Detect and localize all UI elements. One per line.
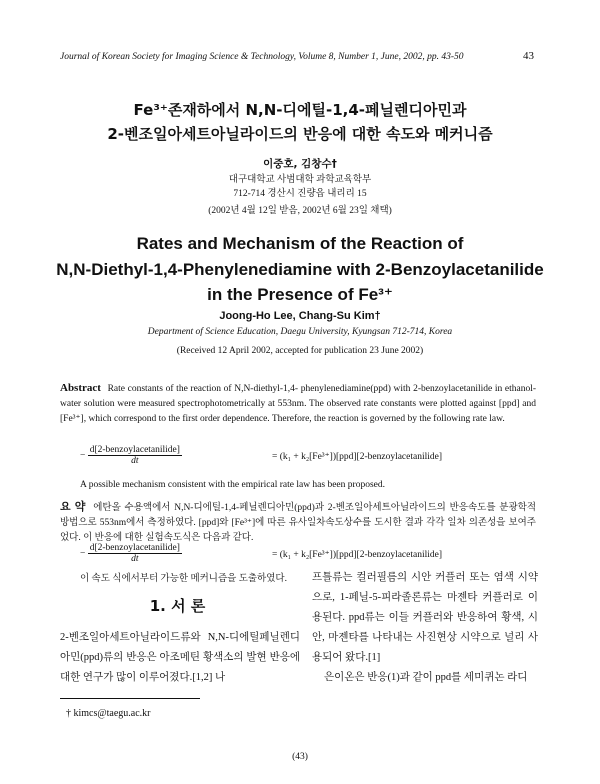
korean-abstract	[60, 500, 536, 546]
korean-abstract-text: 에탄올 수용액에서 N,N-디에틸-1,4-페닐렌디아민(ppd)과 2-벤조일아세트아닐라이드의 반응속도를 분광학적 방법으로 553nm에서 측정하였다. [ppd]와 [Fe³⁺]에 따른 유사일차속도상수를 도시한 결과 각각 일차 의존성을 보여주었다. 이 반응에 대한 실험속도식은 다음과 같다.	[60, 503, 537, 543]
rate-law-equation-en: − $\frac{\text{d[2-benzoylacetanilide]}}{dt}$	[80, 445, 180, 466]
introduction-right-text: 프틀류는 컬러필름의 시안 커플러 또는 염색 시약으로, 1-페닐-5-피라졸론류는 마젠타 커플러로 이용된다. ppd류는 이들 커플러와 반응하여 황색, 시안, 마젠타를 나타내는 사진현상 시약으로 널리 사용되어 왔다.[1]	[312, 572, 538, 663]
rate-law-rhs-en: = (k₁ + k₂[Fe³⁺])[ppd][2-benzoylacetanilide]	[272, 452, 443, 462]
english-title-line3: in the Presence of Fe³⁺	[207, 285, 393, 304]
korean-abstract-conclusion: 이 속도 식에서부터 가능한 메커니즘을 도출하였다.	[80, 574, 287, 584]
english-department: Department of Science Education, Daegu University, Kyungsan 712-714, Korea	[147, 327, 453, 337]
rate-numerator: d[2-benzoylacetanilide]	[89, 445, 180, 455]
korean-title-line2: 2-벤조일아세트아닐라이드의 반응에 대한 속도와 메커니즘	[107, 125, 493, 143]
rate-law-equation-ko: − $\frac{\text{d[2-benzoylacetanilide]}}{dt}$	[80, 543, 180, 564]
korean-authors: 이중호, 김창수†	[263, 158, 337, 170]
page-number: 43	[523, 50, 534, 62]
korean-abstract-label: 요 약	[60, 501, 86, 513]
introduction-right-column	[312, 568, 538, 688]
section-title-introduction: 1. 서 론	[149, 597, 206, 615]
introduction-right-text2: 은이온은 반응(1)과 같이 ppd를 세미퀴논 라디	[324, 672, 528, 683]
introduction-left-column: 2-벤조일아세트아닐라이드류와 N,N-디에틸페닐렌디아민(ppd)류의 반응은 아조메틴 황색소의 발현 반응에 대한 연구가 많이 이루어졌다.[1,2] 나	[60, 632, 300, 683]
abstract-label: Abstract	[60, 382, 101, 394]
english-title-line2: N,N-Diethyl-1,4-Phenylenediamine with 2-Benzoylacetanilide	[56, 260, 544, 279]
rate-numerator-ko: d[2-benzoylacetanilide]	[89, 543, 180, 553]
english-authors: Joong-Ho Lee, Chang-Su Kim†	[219, 310, 381, 322]
received-dates: (Received 12 April 2002, accepted for publication 23 June 2002)	[176, 346, 424, 356]
rate-fraction	[88, 445, 182, 466]
english-title-line1: Rates and Mechanism of the Reaction of	[136, 234, 464, 253]
bottom-page-number: (43)	[292, 752, 308, 762]
journal-citation: Journal of Korean Society for Imaging Science & Technology, Volume 8, Number 1, June, 2002, pp. 43-50	[60, 52, 464, 62]
footnote-rule	[60, 698, 200, 699]
rate-denominator: dt	[131, 456, 139, 466]
abstract-text: Rate constants of the reaction of N,N-diethyl-1,4- phenylenediamine(ppd) with 2-benzoylacetanilide in ethanol-water solution were measured spectrophotometrically at 553nm. The observed rate constants were plotted against [ppd] and [Fe³⁺], which correspond to the first order dependence. Therefore, the reaction is governed by the following rate law.	[60, 384, 536, 424]
abstract	[60, 381, 536, 427]
rate-fraction-ko	[88, 543, 182, 564]
rate-denominator-ko: dt	[131, 554, 139, 564]
footnote-email: † kimcs@taegu.ac.kr	[66, 708, 151, 719]
rate-law-rhs-ko: = (k₁ + k₂[Fe³⁺])[ppd][2-benzoylacetanilide]	[272, 550, 443, 560]
korean-affiliation-line1: 대구대학교 사범대학 과학교육학부	[228, 175, 372, 185]
abstract-conclusion: A possible mechanism consistent with the empirical rate law has been proposed.	[80, 480, 385, 490]
korean-affiliation-line2: 712-714 경산시 진량읍 내리리 15	[233, 189, 367, 199]
korean-title-line1: Fe³⁺존재하에서 N,N-디에틸-1,4-페닐렌디아민과	[133, 101, 467, 119]
korean-dates: (2002년 4월 12일 받음, 2002년 6월 23일 채택)	[208, 206, 392, 216]
